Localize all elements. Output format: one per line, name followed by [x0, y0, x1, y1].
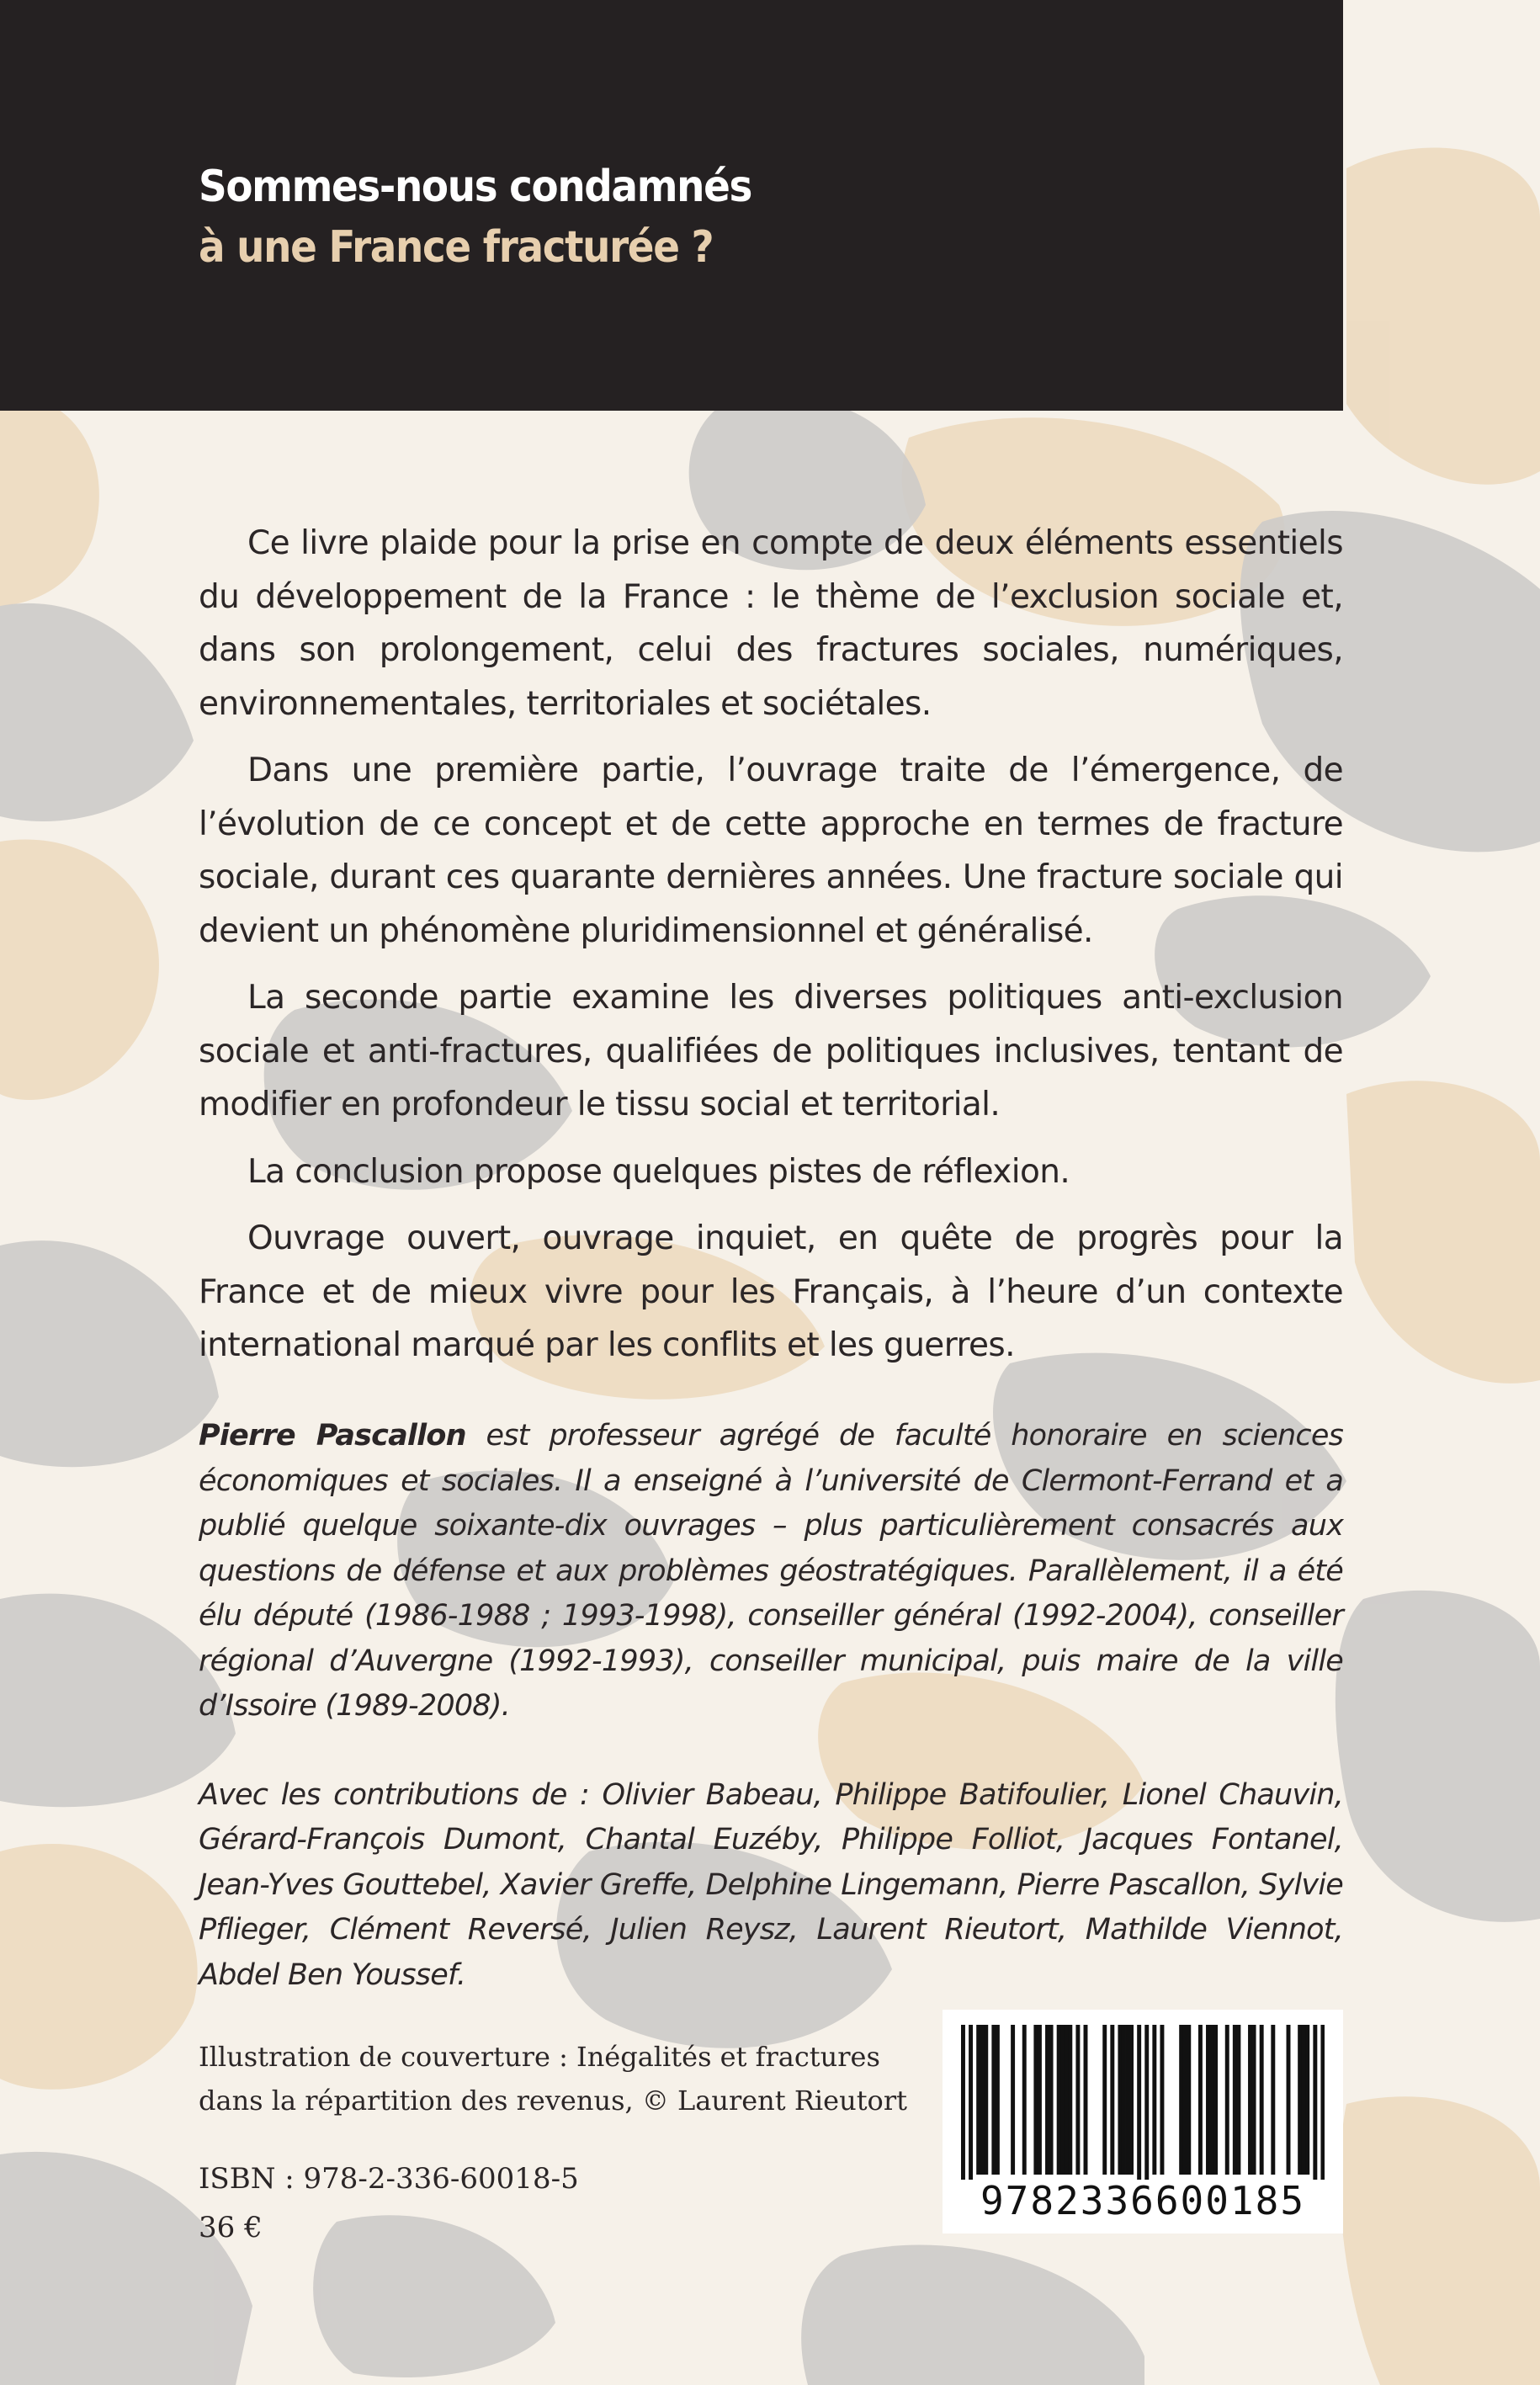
author-bio [199, 1414, 1343, 1998]
barcode-bars [961, 2025, 1325, 2185]
barcode-bar [1084, 2025, 1088, 2175]
credit-line-2: dans la répartition des revenus, © Laurent Rieutort [199, 2085, 907, 2117]
barcode-bar [1302, 2025, 1306, 2175]
barcode-bar [1225, 2025, 1229, 2175]
barcode-bar [1102, 2025, 1107, 2175]
barcode-bar [984, 2025, 988, 2175]
title-line-2: à une France fracturée ? [199, 222, 714, 273]
barcode-bar [1206, 2025, 1210, 2175]
barcode-bar [1126, 2025, 1130, 2175]
barcode-bar [991, 2025, 996, 2175]
barcode-digits: 9782336600185 [961, 2180, 1325, 2222]
price: 36 € [199, 2211, 263, 2244]
barcode [943, 2010, 1343, 2234]
barcode-bar [1049, 2025, 1054, 2175]
barcode-bar [1210, 2025, 1214, 2175]
barcode-bar [1118, 2025, 1122, 2175]
barcode-bar [1038, 2025, 1042, 2175]
barcode-bar [1160, 2025, 1164, 2175]
barcode-bar [996, 2025, 1000, 2175]
barcode-bar [1287, 2025, 1291, 2175]
barcode-bar [1045, 2025, 1049, 2175]
summary-paragraph: La seconde partie examine les diverses politiques anti-exclusion sociale et anti-fractures, qualifiées de politiques inclusives, tentant de modifier en profondeur le tissu social et territorial. [199, 979, 1343, 1123]
barcode-bar [1129, 2025, 1134, 2175]
barcode-bar [1075, 2025, 1080, 2175]
summary-paragraph: La conclusion propose quelques pistes de réflexion. [247, 1152, 1070, 1191]
barcode-bar [1122, 2025, 1126, 2175]
barcode-bar [976, 2025, 980, 2175]
barcode-bar [980, 2025, 985, 2175]
barcode-bar [1057, 2025, 1061, 2175]
barcode-bar [1033, 2025, 1038, 2175]
credit-line-1: Illustration de couverture : Inégalités et fractures [199, 2041, 880, 2073]
author-name: Pierre Pascallon [199, 1419, 466, 1453]
barcode-bar [1187, 2025, 1191, 2175]
contributors-list: Avec les contributions de : Olivier Babeau, Philippe Batifoulier, Lionel Chauvin, Gérard-François Dumont, Chantal Euzéby, Philippe Folliot, Jacques Fontanel, Jean-Yves Gouttebel, Xavier Greffe, Delphine Lingemann, Pierre Pascallon, Sylvie Pflieger, Clément Reversé, Julien Reysz, Laurent Rieutort, Mathilde Viennot, Abdel Ben Youssef. [199, 1777, 1343, 1992]
book-summary [199, 517, 1343, 1386]
barcode-bar [1065, 2025, 1069, 2175]
cover-credit [199, 2035, 907, 2122]
barcode-bar [1060, 2025, 1065, 2175]
book-title [199, 157, 751, 278]
isbn-block [199, 2154, 579, 2252]
barcode-bar [1252, 2025, 1256, 2175]
title-line-1: Sommes-nous condamnés [199, 162, 751, 212]
barcode-bar [1313, 2025, 1317, 2185]
barcode-bar [1137, 2025, 1141, 2185]
barcode-bar [1110, 2025, 1114, 2175]
barcode-bar [1248, 2025, 1252, 2175]
barcode-bar [969, 2025, 973, 2185]
barcode-bar [1236, 2025, 1240, 2175]
barcode-bar [1320, 2025, 1325, 2185]
barcode-bar [1179, 2025, 1183, 2175]
barcode-bar [1022, 2025, 1027, 2175]
barcode-bar [1068, 2025, 1072, 2175]
barcode-bar [1198, 2025, 1203, 2175]
barcode-bar [1011, 2025, 1015, 2175]
bio-paragraph [199, 1414, 1343, 1729]
barcode-bar [1260, 2025, 1264, 2175]
barcode-bar [961, 2025, 965, 2185]
barcode-bar [1213, 2025, 1218, 2175]
bio-text: est professeur agrégé de faculté honoraire en sciences économiques et sociales. Il a enseigné à l’université de Clermont-Ferrand et a publié quelque soixante-dix ouvrages – plus particulièrement consacrés aux questions de défense et aux problèmes géostratégiques. Parallèlement, il a été élu député (1986-1988 ; 1993-1998), conseiller général (1992-2004), conseiller régional d’Auvergne (1992-1993), conseiller municipal, puis maire de la ville d’Issoire (1989-2008). [199, 1419, 1344, 1723]
title-banner [0, 0, 1343, 411]
summary-paragraph: Dans une première partie, l’ouvrage traite de l’émergence, de l’évolution de ce concept et de cette approche en termes de fracture sociale, durant ces quarante dernières années. Une fracture sociale qui devient un phénomène pluridimensionnel et généralisé. [199, 752, 1343, 950]
barcode-bar [1298, 2025, 1302, 2175]
barcode-bar [1152, 2025, 1156, 2175]
isbn-number: ISBN : 978-2-336-60018-5 [199, 2162, 579, 2196]
barcode-bar [1183, 2025, 1187, 2175]
barcode-bar [1305, 2025, 1309, 2175]
barcode-bar [1271, 2025, 1275, 2175]
barcode-bar [1144, 2025, 1149, 2185]
barcode-bar [1233, 2025, 1237, 2175]
summary-paragraph: Ce livre plaide pour la prise en compte de deux éléments essentiels du développement de la France : le thème de l’exclusion sociale et, dans son prolongement, celui des fractures sociales, numériques, environnementales, territoriales et sociétales. [199, 524, 1343, 723]
summary-paragraph: Ouvrage ouvert, ouvrage inquiet, en quête de progrès pour la France et de mieux vivre pour les Français, à l’heure d’un contexte international marqué par les conflits et les guerres. [199, 1219, 1343, 1364]
